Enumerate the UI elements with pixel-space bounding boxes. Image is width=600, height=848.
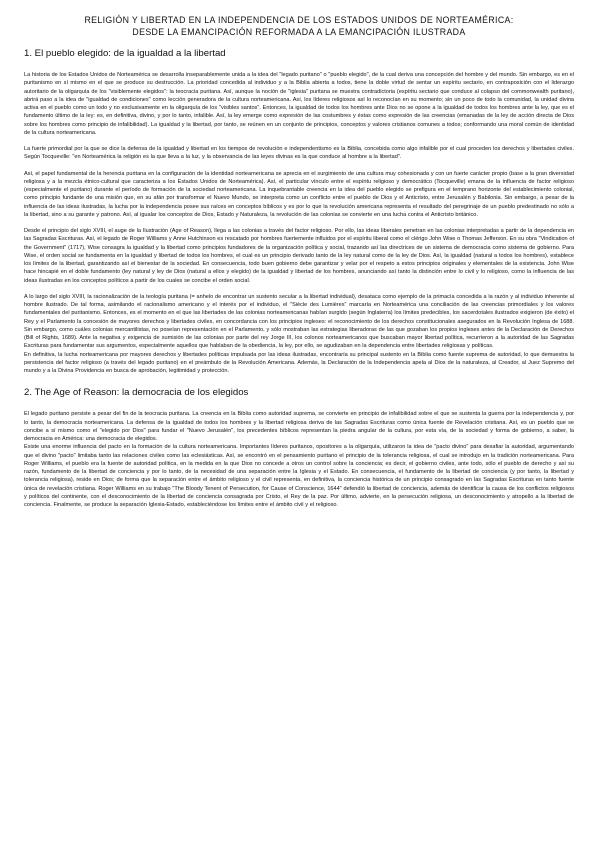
section-2-paragraph: Existe una enorme influencia del pacto en la formación de la cultura norteamericana. Importantes líderes puritanos, opositores a la oligarquía, utilizaron la idea de "pacto divino" para desafiar la autoridad, argumentando que el divino "pacto" limitaba tanto las relaciones civiles como las eclesiásticas. Así, se encontró en el pensamiento puritano el principio de la tolerancia religiosa, el cual se introdujo en la tradición norteamericana. Para Roger Williams, el pueblo era la fuente de autoridad política, en la medida en la que Dios no concede a otros un control sobre la conciencia; es decir, el gobierno civiles, ante todo, sólo el pueblo de derecho y así su razón, fundamento de la libertad de conciencia y por lo tanto, de la necesidad de una separación entre la Iglesia y el Estado. En consecuencia, el fundamento de la libertad de conciencia (y por tanto, la libertad y tolerancia religiosa), reside en Dios; de forma que la separación entre el ámbito religioso y el civil representa, en definitiva, la conciencia histórica de un principio consagrado en las Sagradas Escrituras en tanto fuente única de revelación cristiana. Roger Williams en su trabajo "The Bloody Tenent of Persecution, for Cause of Conscience, 1644" defendió la libertad de conciencia, además de identificar la causa de los conflictos religiosos y políticos del continente, con el desconocimiento de la libertad de conciencia consagrada por Cristo, el Rey de la paz. Por último, advierte, en la persecución religiosa, un desconocimiento y atropello a la libertad de conciencia. Finalmente, se produce la separación Iglesia-Estado, estableciéndose los límites entre el ámbito civil y el religioso. xyxy=(24,444,574,508)
section-1-heading: 1. El pueblo elegido: de la igualdad a la libertad xyxy=(24,48,226,59)
document-title xyxy=(24,14,574,38)
section-1-paragraph: Así, el papel fundamental de la herencia puritana en la configuración de la identidad norteamericana se aprecia en el surgimiento de una cultura muy cohesionada y con un fuerte carácter propio (base a la gran diversidad religiosa y a la mezcla étnico-cultural que caracteriza a los Estados Unidos de Norteamérica). Así, el particular vínculo entre el espíritu religioso y democrático (Tocqueville) emana de la influencia de factor religioso (especialmente el puritano) durante el período de formación de la sociedad norteamericana. La inquebrantable creencia en la idea del pueblo elegido se prefigura en el temprano horizonte del establecimiento colonial, como principio fundante de una misión que, en su afán por transformar el Nuevo Mundo, se interpreta como un conflicto entre el pueblo de Dios y el Anticristo, entre Jerusalén y Babilonia. Sin embargo, a pesar de la influencia de las ideas ilustradas, la lucha por la independencia posee sus raíces en conceptos bíblicos y es por lo que la revolución americana representa el resultado del peregrinaje de un pueblo predestinado no sólo a la libertad, sino a su garante y patrono. Así, al igualar los conceptos de Dios, Estado y Naturaleza, la revolución de las colonias se convierte en una lucha contra el Anticristo británico. xyxy=(24,170,574,218)
title-line-1: RELIGIÓN Y LIBERTAD EN LA INDEPENDENCIA DE LOS ESTADOS UNIDOS DE NORTEAMÉRICA: xyxy=(84,15,514,25)
section-1-paragraph: La fuerte primordial por la que se dice la defensa de la igualdad y libertad en los tiempos de revolución e independentismo es la Biblia, concebida como algo infalible por el cual proceden los derechos y libertades civiles. Según Tocqueville: "en Norteamérica la religión es la que lleva a la luz, y la observancia de las leyes divinas es la que conduce al hombre a la libertad". xyxy=(24,146,574,161)
section-2-paragraph: El legado puritano persiste a pesar del fin de la teocracia puritana. La creencia en la Biblia como autoridad suprema, se convierte en principio de infalibilidad sobre el que se sustenta la guerra por la independencia y, por lo tanto, la democracia norteamericana. La defensa de la igualdad de todos los hombres y la libertad religiosa deriva de las Sagradas Escrituras como única fuente de Revelación cristiana. Así, es un pueblo que se concibe a sí mismo como el "elegido por Dios" para fundar el "Nuevo Jerusalén", los precedentes bíblicos representan la piedra angular de la cultura, por esta vía, de la sociedad y forma de gobierno, a saber, la democracia en América: una democracia de elegidos. xyxy=(24,411,574,442)
section-2-heading: 2. The Age of Reason: la democracia de los elegidos xyxy=(24,387,249,399)
section-1-paragraph: A lo largo del siglo XVIII, la racionalización de la teología puritana (= anhelo de encontrar un sustento secular a la libertad individual), desataca como ejemplo de la primacía concedida a la razón y al individuo inherente al hombre ilustrado. De tal forma, asimilando el racionalismo americano y el interés por el individuo, el "Siècle des Lumières" marcaría en Norteamérica una conciliación de las creencias primordiales y los valores fundamentales del puritanismo. Entonces, es el momento en el que las libertades de las colonias norteamericanas habían surgido (según Inglaterra) los límites predecibles, los sacerdotales ilustrados exigieron (de éxito) el Rey y el Parlamento la concesión de mayores derechos y libertades civiles, en concordancia con los principios ingleses: el reconocimiento de los derechos constitucionales asegurados en la Revolución Inglesa de 1688. Sin embargo, como cuáles colonias mercantilistas, no poseían representación en el Parlamento, y sólo mostraban las estrategias liberadoras de las que gozaban los propios ingleses antes de la Declaración de Derechos (Bill of Rights, 1689). Ante la negativa y exigencia de sumisión de las colonias por parte del rey Jorge III, los colonos norteamericanos que buscaban mayor libertad política, recurrieron a la autoridad de las Sagradas Escrituras para fundamentar sus argumentos, especialmente aquellos que hablaban de la obediencia, la ley, por ello, se agudizaban en la dependencia entre libertades religiosas y políticas. xyxy=(24,293,574,350)
section-1-paragraph: Desde el principio del siglo XVIII, el auge de la Ilustración (Age of Reason), llega a las colonias a través del factor religioso. Por ello, las ideas liberales penetran en las colonias interpretadas a partir de la dependencia en las Sagradas Escrituras. Así, el legado de Roger Williams y Anne Hutchinson es rescatado por hombres fuertemente influidos por el espíritu liberal como el clérigo John Wise o Thomas Jefferson. En su obra "Vindication of the Government" (1717), Wise consagra la igualdad y la libertad como principios fundadores de la organización política y social, trazando así las directrices de un sistema de democracia como sistema de gobierno. Para Wise, el orden social se fundamenta en la igualdad y libertad de todos los hombres, el cual es un principio derivado tanto de la ley natural como de la ley de Dios. Así, la igualdad (natural a todos los hombres), establece los límites de la libertad, garantizando así el bienestar de la sociedad. En consecuencia, todo buen gobierno debe garantizar y velar por el respeto a estos principios originales y elementales de la existencia. John Wise hace hincapié en el doble fundamento (ley natural y ley de Dios (natural a ellos y elegido) de la igualdad y libertad de los hombres, anunciando así tanto la distinción entre lo civil y lo religioso, como la influencia de las ideas ilustradas en los conceptos políticos a partir de los cuales se concibe el orden social. xyxy=(24,228,574,284)
title-line-2: DESDE LA EMANCIPACIÓN REFORMADA A LA EMANCIPACIÓN ILUSTRADA xyxy=(132,27,466,37)
section-1-paragraph: En definitiva, la lucha norteamericana por mayores derechos y libertades políticas impulsada por las ideas ilustradas, encontraría su principal sustento en la Biblia como fuente suprema de autoridad, lo que demuestra la persistencia del factor religioso (a través del legado puritano) en el preámbulo de la Revolución Americana. Además, la Declaración de la Independencia apela al Dios de la naturaleza, al Creador, al Juez Supremo del mundo y a la Divina Providencia en busca de aprobación, legitimidad y protección. xyxy=(24,351,574,374)
section-1-paragraph: La historia de los Estados Unidos de Norteamérica se desarrolla inseparablemente unida a la idea del "legado puritano" o "pueblo elegido", de la cual deriva una concepción del hombre y del mundo. Sin embargo, es en el puritanismo en sí mismo en el que se produce su destrucción. La prioridad concedida al individuo y a la Biblia abierta a todos, tiene la doble virtud de sentar un espíritu sectario, en contraposición con el liderazgo autoritario de la oligarquía de los "visiblemente elegidos": la teocracia puritana. Así, aunque la noción de "iglesia" puritana se muestra contradictoria (espíritu sectario que conduce al colapso del commonwealth puritano), abrirá paso a la idea de "igualdad de condiciones" como lección generadora de la cultura norteamericana. Así, los líderes religiosos así lo reconocían en su momento; sin un poco de todo la comunidad, la unidad divina activa en el pueblo como un todo y no exclusivamente en la oligarquía de los "visibles santos". Entonces, la igualdad de todos los hombres ante Dios no se opone a la igualdad de todos los hombres ante la ley, que es el fundamento último de la ley: es, en definitiva, divino, y por lo tanto, infalible. Así, la ley emerge como expresión de las costumbres y éstas como expresión de las creencias (emanadas de la ley de acción directa de Dios sobre los hombres como principio de infalibilidad). La igualdad y la libertad, por tanto, se reúnen en un conjunto de principios, conceptos y valores cristianos comunes a todos; conformando una moral común de identidad de la cultura norteamericana. xyxy=(24,72,574,136)
